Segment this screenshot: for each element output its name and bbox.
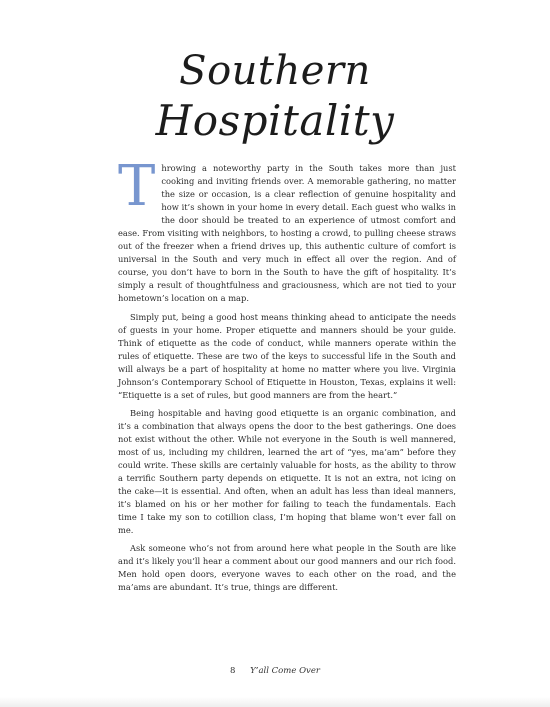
chapter-title-line-2: Hospitality	[155, 96, 395, 145]
paragraph-1	[118, 154, 456, 306]
chapter-title-line-1: Southern	[179, 48, 371, 94]
paragraph-2: Simply put, being a good host means thinking ahead to anticipate the needs of guests in your home. Proper etiquette and manners should be your guide. Think of etiquette as the code of conduct, while manners operate within the rules of etiquette. These are two of the keys to successful life in the South and will always be a part of hospitality at home no matter where you live. Virginia Johnson’s Contemporary School of Etiquette in Houston, Texas, explains it well: “Etiquette is a set of rules, but good manners are from the heart.”	[118, 311, 456, 400]
page-number: 8	[230, 666, 236, 676]
page-footer	[0, 666, 550, 676]
page-bottom-edge	[0, 697, 550, 707]
drop-cap: T	[118, 154, 156, 219]
paragraph-4: Ask someone who’s not from around here what people in the South are like and it’s likely you’ll hear a comment about our good manners and our rich food. Men hold open doors, everyone waves to each other on the road, and the ma’ams are abundant. It’s true, things are different.	[118, 543, 456, 593]
chapter-title	[150, 40, 400, 150]
body-text	[118, 154, 456, 600]
book-title: Y’all Come Over	[250, 666, 320, 676]
paragraph-3: Being hospitable and having good etiquette is an organic combination, and it’s a combination that always opens the door to the best gatherings. One does not exist without the other. While not everyone in the South is well mannered, most of us, including my children, learned the art of “yes, ma’am” before they could write. These skills are certainly valuable for hosts, as the ability to throw a terrific Southern party depends on etiquette. It is not an extra, not icing on the cake—it is essential. And often, when an adult has less than ideal manners, it’s blamed on his or her mother for failing to teach the fundamentals. Each time I take my son to cotillion class, I’m hoping that blame won’t ever fall on me.	[118, 407, 456, 536]
paragraph-1-text: hrowing a noteworthy party in the South takes more than just cooking and inviting friends over. A memorable gathering, no matter the size or occasion, is a clear reflection of genuine hospitality and how it’s shown in your home in every detail. Each guest who walks in the door should be treated to an experience of utmost comfort and ease. From visiting with neighbors, to hosting a crowd, to pulling cheese straws out of the freezer when a friend drives up, this authentic culture of comfort is universal in the South and very much in effect all over the region. And of course, you don’t have to born in the South to have the gift of hospitality. It’s simply a result of thoughtfulness and graciousness, which are not tied to your hometown’s location on a map.	[118, 163, 456, 304]
